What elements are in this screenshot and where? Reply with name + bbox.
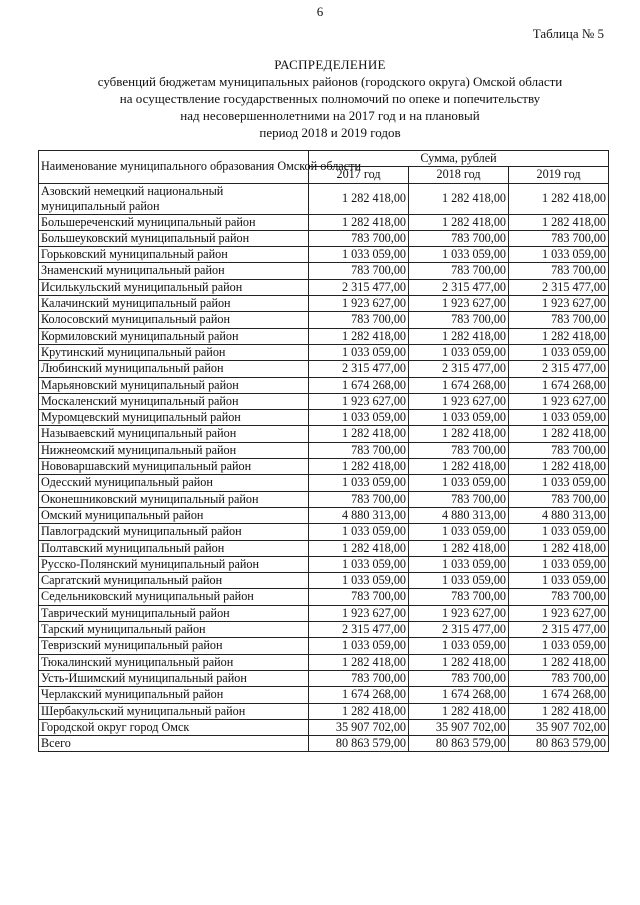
- amount-cell: 1 033 059,00: [509, 247, 609, 263]
- amount-cell: 783 700,00: [409, 230, 509, 246]
- heading-line: субвенций бюджетам муниципальных районов (городского округа) Омской области: [97, 74, 563, 89]
- region-name-cell: Саргатский муниципальный район: [39, 573, 309, 589]
- amount-cell: 2 315 477,00: [509, 279, 609, 295]
- region-name-cell: Кормиловский муниципальный район: [39, 328, 309, 344]
- region-name-cell: Знаменский муниципальный район: [39, 263, 309, 279]
- amount-cell: 35 907 702,00: [509, 719, 609, 735]
- region-name-cell: Оконешниковский муниципальный район: [39, 491, 309, 507]
- table-row: [39, 524, 609, 540]
- amount-cell: 783 700,00: [409, 263, 509, 279]
- amount-cell: 4 880 313,00: [509, 507, 609, 523]
- region-name-cell: Нижнеомский муниципальный район: [39, 442, 309, 458]
- amount-cell: 783 700,00: [309, 442, 409, 458]
- region-name-cell: Муромцевский муниципальный район: [39, 410, 309, 426]
- amount-cell: 1 033 059,00: [409, 524, 509, 540]
- amount-cell: 1 923 627,00: [509, 296, 609, 312]
- amount-cell: 1 674 268,00: [509, 687, 609, 703]
- amount-cell: 1 033 059,00: [409, 410, 509, 426]
- region-name-cell: Колосовский муниципальный район: [39, 312, 309, 328]
- amount-cell: 1 033 059,00: [509, 475, 609, 491]
- region-name-cell: Городской округ город Омск: [39, 719, 309, 735]
- heading-line: период 2018 и 2019 годов: [259, 125, 401, 140]
- amount-cell: 1 282 418,00: [409, 540, 509, 556]
- amount-cell: 783 700,00: [309, 312, 409, 328]
- amount-cell: 783 700,00: [309, 670, 409, 686]
- amount-cell: 1 282 418,00: [509, 703, 609, 719]
- amount-cell: 1 033 059,00: [509, 638, 609, 654]
- table-row: [39, 279, 609, 295]
- amount-cell: 1 923 627,00: [509, 605, 609, 621]
- table-row: [39, 654, 609, 670]
- region-name-cell: Усть-Ишимский муниципальный район: [39, 670, 309, 686]
- region-name-cell: Тюкалинский муниципальный район: [39, 654, 309, 670]
- region-name-cell: Москаленский муниципальный район: [39, 393, 309, 409]
- table-row: [39, 719, 609, 735]
- amount-cell: 1 282 418,00: [309, 183, 409, 214]
- amount-cell: 1 033 059,00: [509, 573, 609, 589]
- amount-cell: 4 880 313,00: [309, 507, 409, 523]
- amount-cell: 1 923 627,00: [409, 393, 509, 409]
- amount-cell: 1 033 059,00: [309, 524, 409, 540]
- table-row: [39, 426, 609, 442]
- region-name-cell: Исилькульский муниципальный район: [39, 279, 309, 295]
- amount-cell: 1 282 418,00: [409, 214, 509, 230]
- amount-cell: 35 907 702,00: [409, 719, 509, 735]
- amount-cell: 1 282 418,00: [309, 540, 409, 556]
- table-row: [39, 736, 609, 752]
- amount-cell: 1 033 059,00: [409, 573, 509, 589]
- region-name-cell: Седельниковский муниципальный район: [39, 589, 309, 605]
- amount-cell: 2 315 477,00: [409, 622, 509, 638]
- region-name-cell: Калачинский муниципальный район: [39, 296, 309, 312]
- amount-cell: 1 282 418,00: [309, 328, 409, 344]
- amount-cell: 1 033 059,00: [509, 556, 609, 572]
- region-name-cell: Называевский муниципальный район: [39, 426, 309, 442]
- amount-cell: 35 907 702,00: [309, 719, 409, 735]
- amount-cell: 1 282 418,00: [309, 654, 409, 670]
- amount-cell: 2 315 477,00: [309, 361, 409, 377]
- amount-cell: 1 033 059,00: [309, 344, 409, 360]
- table-row: [39, 703, 609, 719]
- heading-line: над несовершеннолетними на 2017 год и на плановый: [180, 108, 480, 123]
- table-row: [39, 183, 609, 214]
- amount-cell: 783 700,00: [509, 312, 609, 328]
- table-row: [39, 507, 609, 523]
- amount-cell: 1 282 418,00: [509, 540, 609, 556]
- amount-cell: 783 700,00: [509, 670, 609, 686]
- region-name-cell: Марьяновский муниципальный район: [39, 377, 309, 393]
- amount-cell: 1 282 418,00: [409, 328, 509, 344]
- table-row: [39, 328, 609, 344]
- amount-cell: 1 923 627,00: [509, 393, 609, 409]
- region-name-cell: Полтавский муниципальный район: [39, 540, 309, 556]
- amount-cell: 1 674 268,00: [309, 377, 409, 393]
- amount-cell: 1 033 059,00: [409, 344, 509, 360]
- table-row: [39, 622, 609, 638]
- amount-cell: 1 033 059,00: [409, 638, 509, 654]
- region-name-cell: Горьковский муниципальный район: [39, 247, 309, 263]
- region-name-cell: Всего: [39, 736, 309, 752]
- amount-cell: 1 033 059,00: [409, 475, 509, 491]
- table-row: [39, 214, 609, 230]
- amount-cell: 2 315 477,00: [309, 279, 409, 295]
- region-name-cell: Павлоградский муниципальный район: [39, 524, 309, 540]
- table-row: [39, 638, 609, 654]
- amount-cell: 783 700,00: [309, 491, 409, 507]
- amount-cell: 1 282 418,00: [409, 703, 509, 719]
- amount-cell: 783 700,00: [509, 589, 609, 605]
- table-row: [39, 410, 609, 426]
- table-row: [39, 230, 609, 246]
- amount-cell: 783 700,00: [409, 442, 509, 458]
- heading-title: РАСПРЕДЕЛЕНИЕ: [274, 57, 386, 72]
- amount-cell: 80 863 579,00: [509, 736, 609, 752]
- amount-cell: 2 315 477,00: [509, 361, 609, 377]
- amount-cell: 1 033 059,00: [509, 410, 609, 426]
- amount-cell: 1 674 268,00: [409, 377, 509, 393]
- amount-cell: 1 033 059,00: [409, 247, 509, 263]
- region-name-cell: Омский муниципальный район: [39, 507, 309, 523]
- amount-cell: 1 033 059,00: [309, 247, 409, 263]
- table-row: [39, 361, 609, 377]
- table-row: [39, 556, 609, 572]
- amount-cell: 1 674 268,00: [309, 687, 409, 703]
- amount-cell: 783 700,00: [409, 312, 509, 328]
- table-label: Таблица № 5: [532, 26, 604, 41]
- region-name-cell: Тарский муниципальный район: [39, 622, 309, 638]
- amount-cell: 1 282 418,00: [509, 426, 609, 442]
- amount-cell: 783 700,00: [409, 589, 509, 605]
- amount-cell: 1 923 627,00: [409, 605, 509, 621]
- table-row: [39, 442, 609, 458]
- amount-cell: 1 282 418,00: [509, 183, 609, 214]
- region-name-cell: Азовский немецкий национальный муниципальный район: [39, 183, 309, 214]
- amount-cell: 783 700,00: [409, 670, 509, 686]
- amount-cell: 1 282 418,00: [409, 459, 509, 475]
- amount-cell: 1 033 059,00: [309, 573, 409, 589]
- region-name-cell: Шербакульский муниципальный район: [39, 703, 309, 719]
- amount-cell: 783 700,00: [309, 263, 409, 279]
- amount-cell: 1 923 627,00: [309, 296, 409, 312]
- table-row: [39, 393, 609, 409]
- table-body: [39, 183, 609, 752]
- table-row: [39, 247, 609, 263]
- amount-cell: 783 700,00: [409, 491, 509, 507]
- amount-cell: 1 282 418,00: [509, 328, 609, 344]
- amount-cell: 4 880 313,00: [409, 507, 509, 523]
- heading-line: на осуществление государственных полномочий по опеке и попечительству: [119, 91, 541, 106]
- amount-cell: 1 923 627,00: [409, 296, 509, 312]
- table-row: [39, 344, 609, 360]
- amount-cell: 1 923 627,00: [309, 605, 409, 621]
- amount-cell: 783 700,00: [509, 230, 609, 246]
- table-row: [39, 459, 609, 475]
- amount-cell: 783 700,00: [509, 491, 609, 507]
- table-row: [39, 263, 609, 279]
- amount-cell: 1 033 059,00: [309, 410, 409, 426]
- amount-cell: 1 282 418,00: [409, 654, 509, 670]
- region-name-cell: Большеуковский муниципальный район: [39, 230, 309, 246]
- amount-cell: 783 700,00: [309, 230, 409, 246]
- amount-cell: 1 282 418,00: [509, 654, 609, 670]
- table-row: [39, 475, 609, 491]
- amount-cell: 1 282 418,00: [409, 426, 509, 442]
- table-row: [39, 573, 609, 589]
- page-number: 6: [316, 4, 324, 19]
- region-name-cell: Таврический муниципальный район: [39, 605, 309, 621]
- column-header-2019: 2019 год: [509, 167, 609, 183]
- amount-cell: 1 282 418,00: [309, 426, 409, 442]
- amount-cell: 2 315 477,00: [309, 622, 409, 638]
- table-row: [39, 491, 609, 507]
- amount-cell: 1 282 418,00: [509, 214, 609, 230]
- amount-cell: 80 863 579,00: [409, 736, 509, 752]
- column-header-2017: 2017 год: [309, 167, 409, 183]
- column-header-2018: 2018 год: [409, 167, 509, 183]
- region-name-cell: Крутинский муниципальный район: [39, 344, 309, 360]
- amount-cell: 1 674 268,00: [509, 377, 609, 393]
- amount-cell: 1 033 059,00: [309, 556, 409, 572]
- amount-cell: 1 282 418,00: [309, 703, 409, 719]
- region-name-cell: Черлакский муниципальный район: [39, 687, 309, 703]
- amount-cell: 1 282 418,00: [309, 459, 409, 475]
- amount-cell: 2 315 477,00: [409, 279, 509, 295]
- table-row: [39, 312, 609, 328]
- region-name-cell: Любинский муниципальный район: [39, 361, 309, 377]
- amount-cell: 1 033 059,00: [309, 638, 409, 654]
- amount-cell: 1 033 059,00: [409, 556, 509, 572]
- amount-cell: 783 700,00: [509, 442, 609, 458]
- amount-cell: 1 923 627,00: [309, 393, 409, 409]
- amount-cell: 2 315 477,00: [409, 361, 509, 377]
- table-header-row: [39, 151, 609, 167]
- region-name-cell: Нововаршавский муниципальный район: [39, 459, 309, 475]
- region-name-cell: Русско-Полянский муниципальный район: [39, 556, 309, 572]
- region-name-cell: Одесский муниципальный район: [39, 475, 309, 491]
- amount-cell: 783 700,00: [309, 589, 409, 605]
- amount-cell: 1 033 059,00: [509, 344, 609, 360]
- table-row: [39, 589, 609, 605]
- table-row: [39, 605, 609, 621]
- table-row: [39, 687, 609, 703]
- table-row: [39, 296, 609, 312]
- amount-cell: 80 863 579,00: [309, 736, 409, 752]
- amount-cell: 2 315 477,00: [509, 622, 609, 638]
- column-header-sum: Сумма, рублей: [309, 151, 609, 167]
- amount-cell: 1 282 418,00: [409, 183, 509, 214]
- amount-cell: 1 674 268,00: [409, 687, 509, 703]
- table-row: [39, 670, 609, 686]
- table-row: [39, 377, 609, 393]
- amount-cell: 1 282 418,00: [509, 459, 609, 475]
- amount-cell: 1 033 059,00: [509, 524, 609, 540]
- region-name-cell: Тевризский муниципальный район: [39, 638, 309, 654]
- amount-cell: 783 700,00: [509, 263, 609, 279]
- document-heading: [60, 56, 600, 141]
- column-header-name: Наименование муниципального образования Омской области: [39, 151, 309, 184]
- region-name-cell: Большереченский муниципальный район: [39, 214, 309, 230]
- amount-cell: 1 282 418,00: [309, 214, 409, 230]
- amount-cell: 1 033 059,00: [309, 475, 409, 491]
- subvention-distribution-table: [38, 150, 609, 752]
- table-row: [39, 540, 609, 556]
